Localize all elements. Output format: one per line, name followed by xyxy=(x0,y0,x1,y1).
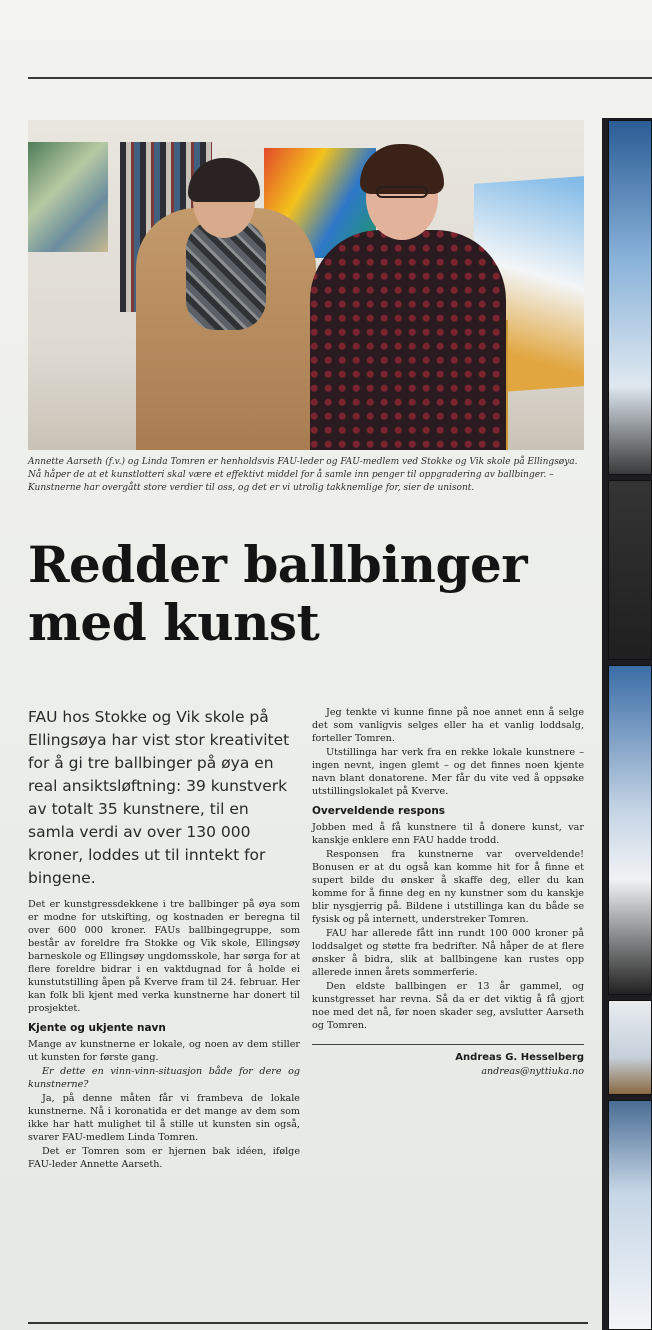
subheading: Overveldende respons xyxy=(312,805,446,817)
lead-paragraph: FAU hos Stokke og Vik skole på Ellingsøya har vist stor kreativitet for å gi tre ballbinger på øya en real ansiktsløftning: 39 kunstverk av totalt 35 kunstnere, til en samla verdi av over 130 000 kroner, loddes ut til inntekt for bingene. xyxy=(28,708,290,887)
body-paragraph: Ja, på denne måten får vi frambeva de lokale kunstnerne. Nå i koronatida er det mange av dem som ikke har hatt mulighet til å stille ut kunsten sin også, svarer FAU-medlem Linda Tomren. xyxy=(28,1093,300,1143)
headline-line: Redder ballbinger xyxy=(28,535,528,594)
question-paragraph: Er dette en vinn-vinn-situasjon både for dere og kunstnerne? xyxy=(28,1066,300,1090)
adjacent-photo-4 xyxy=(608,1000,652,1095)
glasses-icon xyxy=(376,186,428,198)
body-paragraph: Det er Tomren som er hjernen bak idéen, ifølge FAU-leder Annette Aarseth. xyxy=(28,1146,300,1170)
byline: Andreas G. Hesselberg xyxy=(455,1052,584,1063)
body-paragraph: Den eldste ballbingen er 13 år gammel, og kunstgresset har revna. Så da er det viktig å få gjort noe med det nå, før noen skader seg, avslutter Aarseth og Tomren. xyxy=(312,981,584,1031)
person-right xyxy=(310,230,506,450)
headline xyxy=(28,536,588,652)
photo-caption: Annette Aarseth (f.v.) og Linda Tomren er henholdsvis FAU-leder og FAU-medlem ved Stokke og Vik skole på Ellingsøya. Nå håper de at et kunstlotteri skal være et effektivt middel for å samle inn penger til oppgradering av ballbinger. – Kunstnerne har overgått store verdier til oss, og det er vi utrolig takknemlige for, sier de unisont. xyxy=(28,457,578,493)
body-paragraph: Det er kunstgressdekkene i tre ballbinger på øya som er modne for utskifting, og kostnaden er beregna til over 600 000 kroner. FAUs ballbingegruppe, som består av foreldre fra Stokke og Vik skole, Ellingsøy barneskole og Ellingsøy ungdomsskole, har sørga for at flere foreldre bidrar i en vaktdugnad for å holde ei kunstutstilling åpen på Kverve fram til 24. februar. Her kan folk bli kjent med verka kunstnerne har donert til prosjektet. xyxy=(28,899,300,1014)
adjacent-photo-1 xyxy=(608,120,652,475)
body-paragraph: Mange av kunstnerne er lokale, og noen av dem stiller ut kunsten for første gang. xyxy=(28,1039,300,1063)
author-email: andreas@nyttiuka.no xyxy=(481,1066,584,1077)
bottom-rule xyxy=(28,1322,588,1324)
painting xyxy=(28,142,108,252)
body-paragraph: FAU har allerede fått inn rundt 100 000 kroner på loddsalget og støtte fra bedrifter. Nå håper de at flere ønsker å bidra, slik at ballbingene kan rustes opp allerede innen årets sommerferie. xyxy=(312,928,584,978)
byline-rule xyxy=(312,1044,584,1045)
body-paragraph: Jobben med å få kunstnere til å donere kunst, var kanskje enklere enn FAU hadde trodd. xyxy=(312,822,584,846)
body-paragraph: Utstillinga har verk fra en rekke lokale kunstnere – ingen nevnt, ingen glemt – og det finnes noen kjente navn blant donatorene. Mer får du vite ved å oppsøke utstillingslokalet på Kverve. xyxy=(312,747,584,797)
top-rule xyxy=(28,77,652,79)
adjacent-photo-3 xyxy=(608,665,652,995)
body-paragraph: Responsen fra kunstnerne var overveldende! Bonusen er at du også kan komme hit for å finne et supert bilde du ønsker å skaffe deg, eller du kan komme for å finne deg en ny kunstner som du kanskje blir nysgjerrig på. Bildene i utstillinga kan du både se fysisk og på internett, understreker Tomren. xyxy=(312,849,584,925)
headline-line: med kunst xyxy=(28,593,320,652)
body-paragraph: Jeg tenkte vi kunne finne på noe annet enn å selge det som vanligvis selges eller ha et vanlig loddsalg, forteller Tomren. xyxy=(312,707,584,744)
subheading: Kjente og ukjente navn xyxy=(28,1022,166,1034)
adjacent-photo-5 xyxy=(608,1100,652,1330)
article-photo xyxy=(28,120,584,450)
column-left xyxy=(28,706,300,1172)
adjacent-photo-2 xyxy=(608,480,652,660)
column-right xyxy=(312,706,584,1078)
